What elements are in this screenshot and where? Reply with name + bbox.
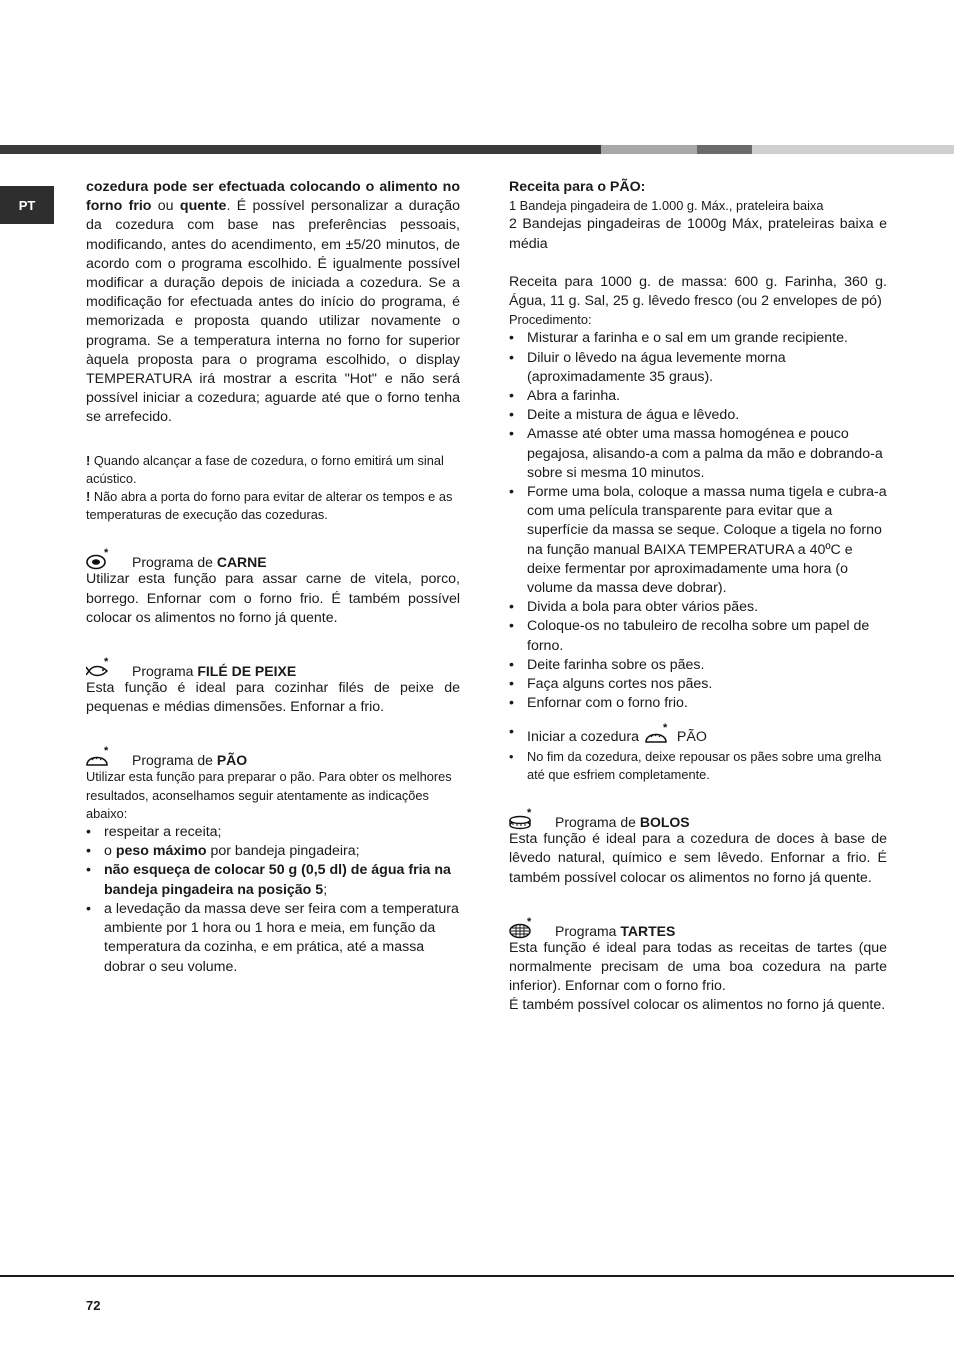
procedure-final [509,723,887,784]
bread-program-icon [645,723,671,745]
program-carne-heading: * Programa de CARNE [86,548,460,570]
language-tab: PT [0,186,54,224]
note-acoustic: ! Quando alcançar a fase de cozedura, o forno emitirá um sinal acústico. [86,452,444,486]
list-item: • Deite farinha sobre os pães. [509,656,887,675]
list-item: • Coloque-os no tabuleiro de recolha sobre um papel de forno. [509,617,887,655]
list-item: • Abra a farinha. [509,387,887,406]
program-bolos-heading: * Programa de BOLOS [509,808,887,830]
pao-list [86,823,460,977]
list-item: • Enfornar com o forno frio. [509,694,887,713]
list-item: • não esqueça de colocar 50 g (0,5 dl) de água fria na bandeja pingadeira na posição 5; [86,861,460,899]
program-peixe-heading: * Programa FILÉ DE PEIXE [86,657,460,679]
svg-text:*: * [104,746,109,758]
svg-text:*: * [527,916,532,928]
list-item: • a levedação da massa deve ser feira com a temperatura ambiente por 1 hora ou 1 hora e meia, em função da temperatura da cozinha, e em prática, até a massa dobrar o seu volume. [86,900,460,977]
peixe-text: Esta função é ideal para cozinhar filés de peixe de pequenas e médias dimensões. Enfornar a frio. [86,680,460,716]
list-item: • respeitar a receita; [86,823,460,842]
receita-line-2: 2 Bandejas pingadeiras de 1000g Máx, prateleiras baixa e média [509,216,887,252]
program-pao-heading: * Programa de PÃO [86,746,460,768]
list-item: • Deite a mistura de água e lêvedo. [509,406,887,425]
svg-text:*: * [662,723,668,735]
procedure-label: Procedimento: [509,312,592,328]
fish-program-icon [86,657,112,679]
procedure-steps [509,329,887,713]
list-item: • Divida a bola para obter vários pães. [509,598,887,617]
right-column [509,178,887,1016]
tartes-text-2: É também possível colocar os alimentos no forno já quente. [509,997,886,1014]
meat-program-icon [86,548,112,570]
intro-paragraph: cozedura pode ser efectuada colocando o alimento no forno frio ou quente. É possível personalizar a duração da cozedura com base nas preferências pessoais, modificando, antes do acendimento, em ±5/20 minutos, de acordo com o programa escolhido. É igualmente possível modificar a duração depois de iniciada a cozedura. Se a modificação for efectuada antes do início do programa, é memorizada e proposta quando utilizar novamente o programa. Se a temperatura interna no forno for superior àquela proposta para o programa escolhido, o display TEMPERATURA irá mostrar a escrita "Hot" e não será possível iniciar a cozedura; aguarde até que o forno tenha se arrefecido. [86,179,460,426]
tart-program-icon [509,917,535,939]
bolos-text: Esta função é ideal para a cozedura de doces à base de lêvedo natural, químico e sem lêvedo. Enfornar a frio. É também possível colocar os alimentos no forno já quente. [509,831,887,886]
list-item: • o peso máximo por bandeja pingadeira; [86,842,460,861]
receita-ingredients: Receita para 1000 g. de massa: 600 g. Farinha, 360 g. Água, 11 g. Sal, 25 g. lêvedo fresco (ou 2 envelopes de pó) [509,273,887,310]
page-number: 72 [86,1298,101,1313]
list-item: • No fim da cozedura, deixe repousar os pães sobre uma grelha até que esfriem completamente. [509,748,887,784]
list-item: • Misturar a farinha e o sal em um grande recipiente. [509,329,887,348]
receita-line-1: 1 Bandeja pingadeira de 1.000 g. Máx., prateleira baixa [509,198,824,214]
top-color-bar [0,145,954,154]
cake-program-icon [509,808,535,830]
footer-rule [0,1275,954,1277]
list-item: • Faça alguns cortes nos pães. [509,675,887,694]
list-item: • Iniciar a cozedura * PÃO [509,723,887,747]
svg-text:*: * [104,548,109,560]
list-item: • Diluir o lêvedo na água levemente morna (aproximadamente 35 graus). [509,349,887,387]
pao-text: Utilizar esta função para preparar o pão. Para obter os melhores resultados, aconselhamos seguir atentamente as indicações abaixo: [86,769,452,821]
left-column [86,178,460,977]
tartes-text-1: Esta função é ideal para todas as receitas de tartes (que normalmente precisam de uma boa cozedura na parte inferior). Enfornar com o forno frio. [509,939,887,995]
receita-title: Receita para o PÃO: [509,179,646,195]
svg-text:*: * [104,657,109,669]
carne-text: Utilizar esta função para assar carne de vitela, porco, borrego. Enfornar com o forno frio. É também possível colocar os alimentos no forno já quente. [86,571,460,626]
svg-text:*: * [527,808,532,820]
note-door: ! Não abra a porta do forno para evitar de alterar os tempos e as temperaturas de execução das cozeduras. [86,489,453,523]
list-item: • Forme uma bola, coloque a massa numa tigela e cubra-a com uma película transparente para evitar que a superfície da massa se seque. Coloque a tigela no forno na função manual BAIXA TEMPERATURA a 40ºC e deixe fermentar por aproximadamente uma hora (o volume da massa deve dobrar). [509,483,887,598]
list-item: • Amasse até obter uma massa homogénea e pouco pegajosa, alisando-a com a palma da mão e dobrando-a sobre si mesma 10 minutos. [509,425,887,483]
program-tartes-heading: * Programa TARTES [509,917,887,939]
bread-program-icon [86,746,112,768]
